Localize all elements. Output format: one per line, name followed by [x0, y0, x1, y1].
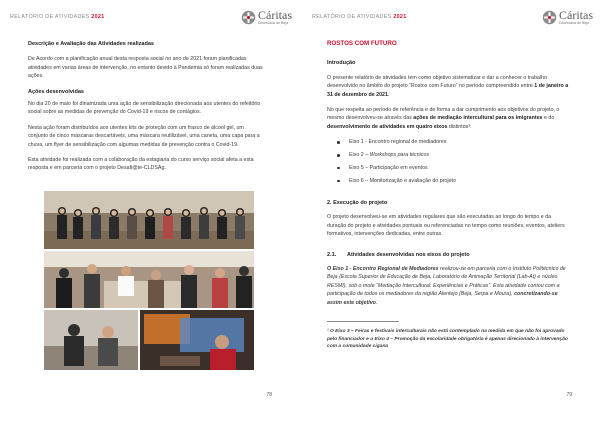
- report-year: 2021: [393, 14, 407, 20]
- paragraph-3: Esta atividade foi realizada com a colaboração da estagiaria do curso serviço social afeta a esta resposta e em parceria com o projeto Desafi@te-CLDSAg.: [28, 157, 254, 172]
- sub-heading: Ações desenvolvidas: [28, 88, 84, 95]
- intro-heading: Introdução: [327, 60, 356, 67]
- section-heading: Descrição e Avaliação das Atividades realizadas: [28, 41, 154, 47]
- photo-collage: [44, 191, 254, 372]
- report-header: [10, 14, 105, 20]
- caritas-logo: [542, 9, 593, 25]
- right-content: [327, 40, 571, 351]
- subsection-number: 2.1.: [327, 251, 337, 258]
- left-content: [28, 40, 264, 180]
- objectives-paragraph: No que respeita ao período de referência e de forma a dar cumprimento aos objetivos do projeto, o mesmo desenvolveu-se através das ações de mediação intercultural para os imigrantes e do desenvolvimento de atividades em quatro eixos distintos¹:: [327, 107, 560, 130]
- footnote-separator: [327, 321, 399, 322]
- page-number: 78: [266, 392, 272, 398]
- list-item: Eixo 6 – Monitorização e avaliação do projeto: [337, 177, 571, 185]
- logo-subtitle: Diocesana de Beja: [559, 21, 590, 25]
- logo-name: Cáritas: [559, 8, 593, 22]
- paragraph-1: No dia 20 de maio foi dinamizada uma ação de sensibilização direcionada aos utentes do refeitório social sobre as medidas de prevenção do Covid-19 e riscos de contágios.: [28, 101, 261, 116]
- eixos-list: [337, 138, 571, 185]
- subsection-heading: [327, 251, 571, 259]
- section2-paragraph: O projeto desenvolveu-se em atividades regulares que são executadas ao longo do tempo e da duração do projeto e atividades pontuais ou referenciadas no tempo como reuniões, eventos, ateliers formativos, intervenções dedicadas, entre outras.: [327, 214, 565, 238]
- list-item: Eixo 2 – Workshops para técnicos: [337, 151, 571, 159]
- logo-name: Cáritas: [258, 8, 292, 22]
- intro-paragraph: O presente relatório de atividades tem como objetivo sistematizar e dar a conhecer o trabalho desenvolvido no âmbito do projeto “Rostos com Futuro” no período compreendido entre 1 de janeiro a 31 de dezembro de 2021.: [327, 74, 569, 98]
- section2-heading: 2. Execução do projeto: [327, 200, 388, 207]
- page-number: 79: [566, 392, 572, 398]
- right-page: [300, 0, 600, 424]
- list-item: Eixo 1 - Encontro regional de mediadores: [337, 138, 571, 146]
- footnote: ¹ O Eixo 3 – Feiras e festivais interculturais não está contemplado na medida em que não foi aprovado pelo financiador e o Eixo 4 – Promoção da escolaridade obrigatória é apenas direcionado à intervenção com a comunidade cigana: [327, 329, 568, 350]
- caritas-cross-icon: [241, 10, 256, 25]
- subsection-title: Atividades desenvolvidas nos eixos do projeto: [347, 251, 470, 258]
- section-title: ROSTOS COM FUTURO: [327, 40, 397, 47]
- report-header: [312, 14, 407, 20]
- report-title: RELATÓRIO DE ATIVIDADES: [312, 14, 392, 20]
- intro-paragraph: De Acordo com a planificação anual desta resposta social no ano de 2021 foram planificadas atividades em varias áreas de intervenção, no entanto devido à Pandemia só foram realizadas duas ações.: [28, 56, 263, 80]
- activity-photos: [44, 310, 254, 370]
- eixo1-paragraph: O Eixo 1 - Encontro Regional de Mediadores realizou-se em parceria com o Instituto Politécnico de Beja (Escola Superior de Educação de Beja, Laboratório de Animação Territorial (Lab-At) e núcleo RESMI), sob o mote “Mediação Intercultural: Experiências e Práticas”. Esta atividade contou com a participação de todos os mediadores da região Alentejo (Beja, Serpa e Moura), concretizando-se assim este objetivo.: [327, 266, 566, 306]
- paragraph-2: Nesta ação foram distribuídos aos utentes kits de proteção com um frasco de álcool gel, um conjunto de cinco máscaras descartáveis, uma máscara reutilizável, uma caneta, uma capa para a chuva, um flyer de sensibilização com algumas medidas de prevenção contra o Covid-19.: [28, 124, 260, 148]
- meeting-photo: [44, 251, 254, 308]
- list-item: Eixo 5 – Participação em eventos: [337, 164, 571, 172]
- report-title: RELATÓRIO DE ATIVIDADES: [10, 14, 90, 20]
- caritas-cross-icon: [542, 10, 557, 25]
- caritas-logo: [241, 9, 292, 25]
- logo-subtitle: Diocesana de Beja: [258, 21, 289, 25]
- group-photo: [44, 191, 254, 249]
- report-year: 2021: [91, 14, 105, 20]
